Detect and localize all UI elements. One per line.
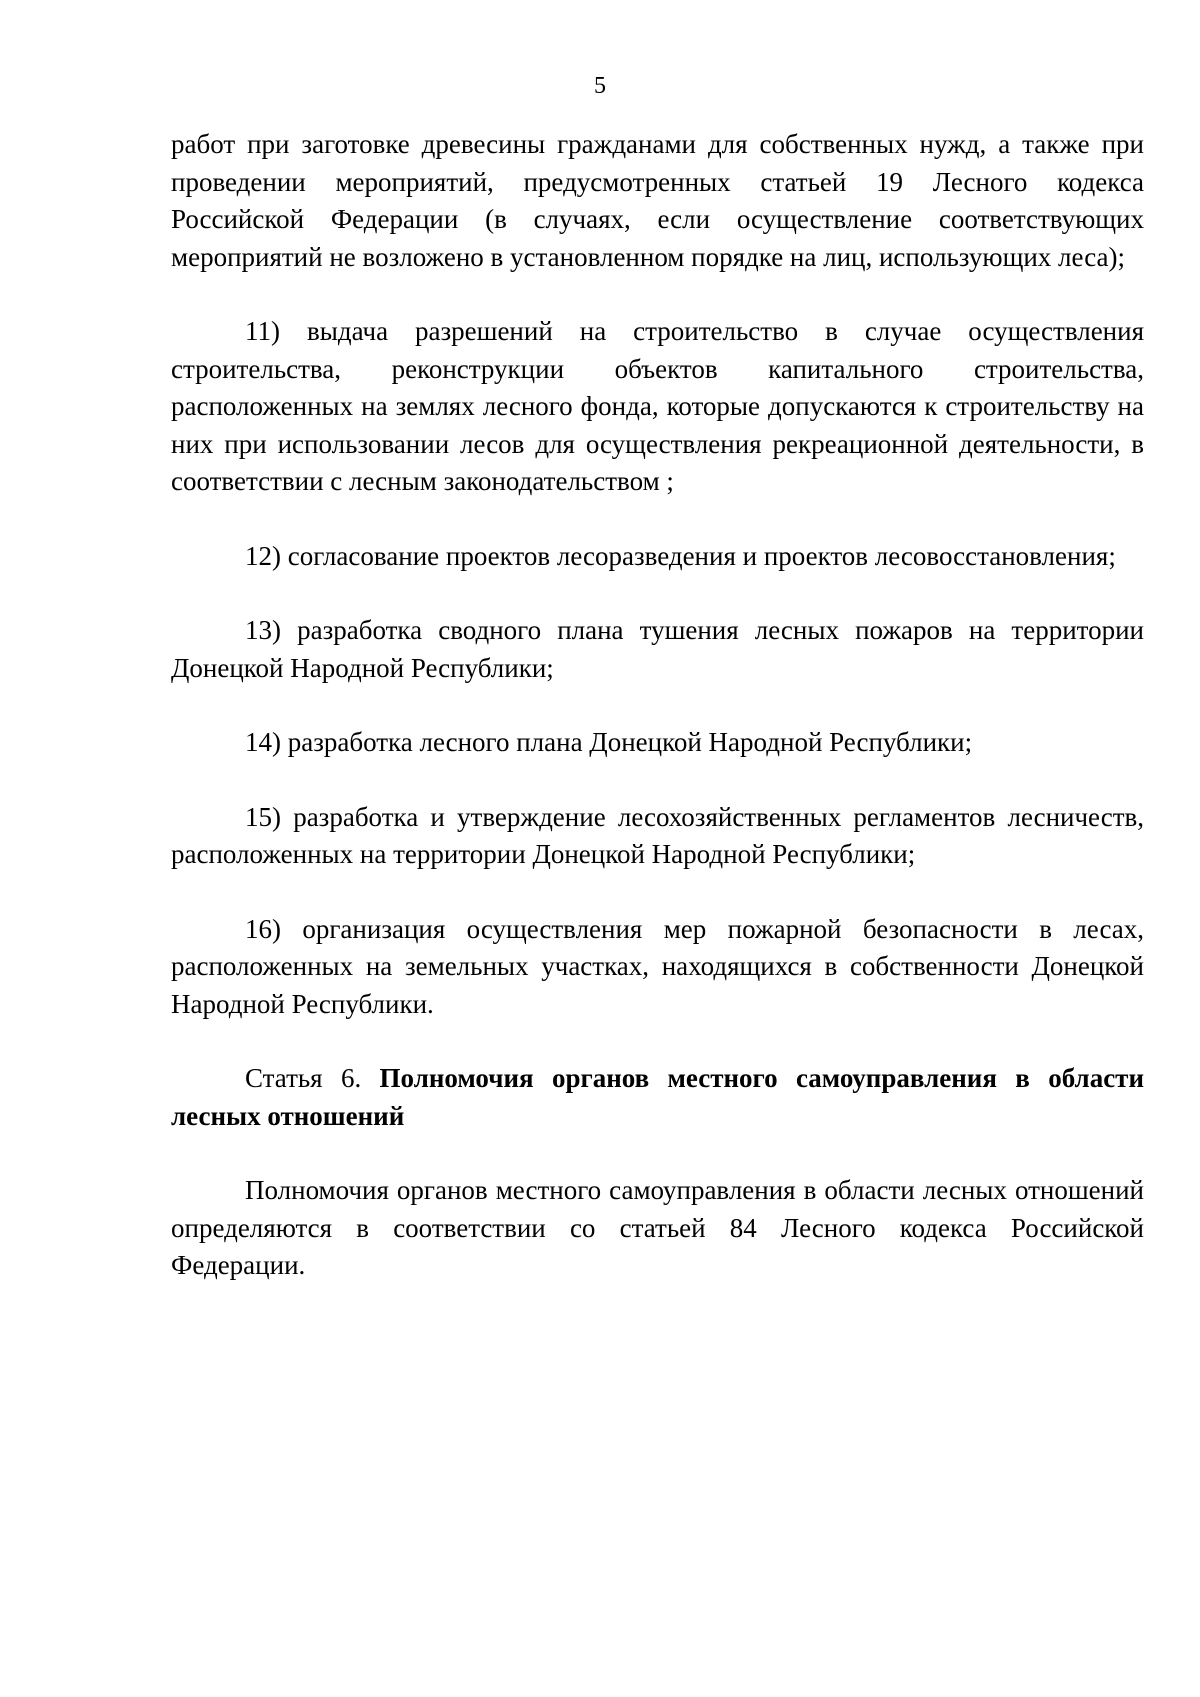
list-item-16: 16) организация осуществления мер пожарной безопасности в лесах, расположенных на земельных участках, находящихся в собственности Донецкой Народной Республики. xyxy=(171,913,1144,1019)
article-title: Полномочия органов местного самоуправления в области лесных отношений xyxy=(171,1063,1144,1131)
list-item-13: 13) разработка сводного плана тушения лесных пожаров на территории Донецкой Народной Республики; xyxy=(171,615,1144,683)
article-label: Статья 6. xyxy=(245,1063,362,1093)
list-item-14: 14) разработка лесного плана Донецкой Народной Республики; xyxy=(245,727,973,757)
list-item-12: 12) согласование проектов лесоразведения и проектов лесовосстановления; xyxy=(245,540,1116,571)
paragraph-continuation: работ при заготовке древесины гражданами для собственных нужд, а также при проведении мероприятий, предусмотренных статьей 19 Лесного кодекса Российской Федерации (в случаях, если осуществление соответствующих мероприятий не возложено в установленном порядке на лиц, использующих леса); xyxy=(171,129,1144,272)
list-item-11: 11) выдача разрешений на строительство в случае осуществления строительства, реконструкции объектов капитального строительства, расположенных на землях лесного фонда, которые допускаются к строительству на них при использовании лесов для осуществления рекреационной деятельности, в соответствии с лесным законодательством ; xyxy=(171,316,1144,496)
page-number: 5 xyxy=(594,73,606,99)
document-body xyxy=(171,126,1144,1285)
list-item-15: 15) разработка и утверждение лесохозяйственных регламентов лесничеств, расположенных на территории Донецкой Народной Республики; xyxy=(171,801,1144,869)
article-heading xyxy=(171,1060,1144,1135)
article-body: Полномочия органов местного самоуправления в области лесных отношений определяются в соответствии со статьей 84 Лесного кодекса Российской Федерации. xyxy=(171,1175,1144,1280)
